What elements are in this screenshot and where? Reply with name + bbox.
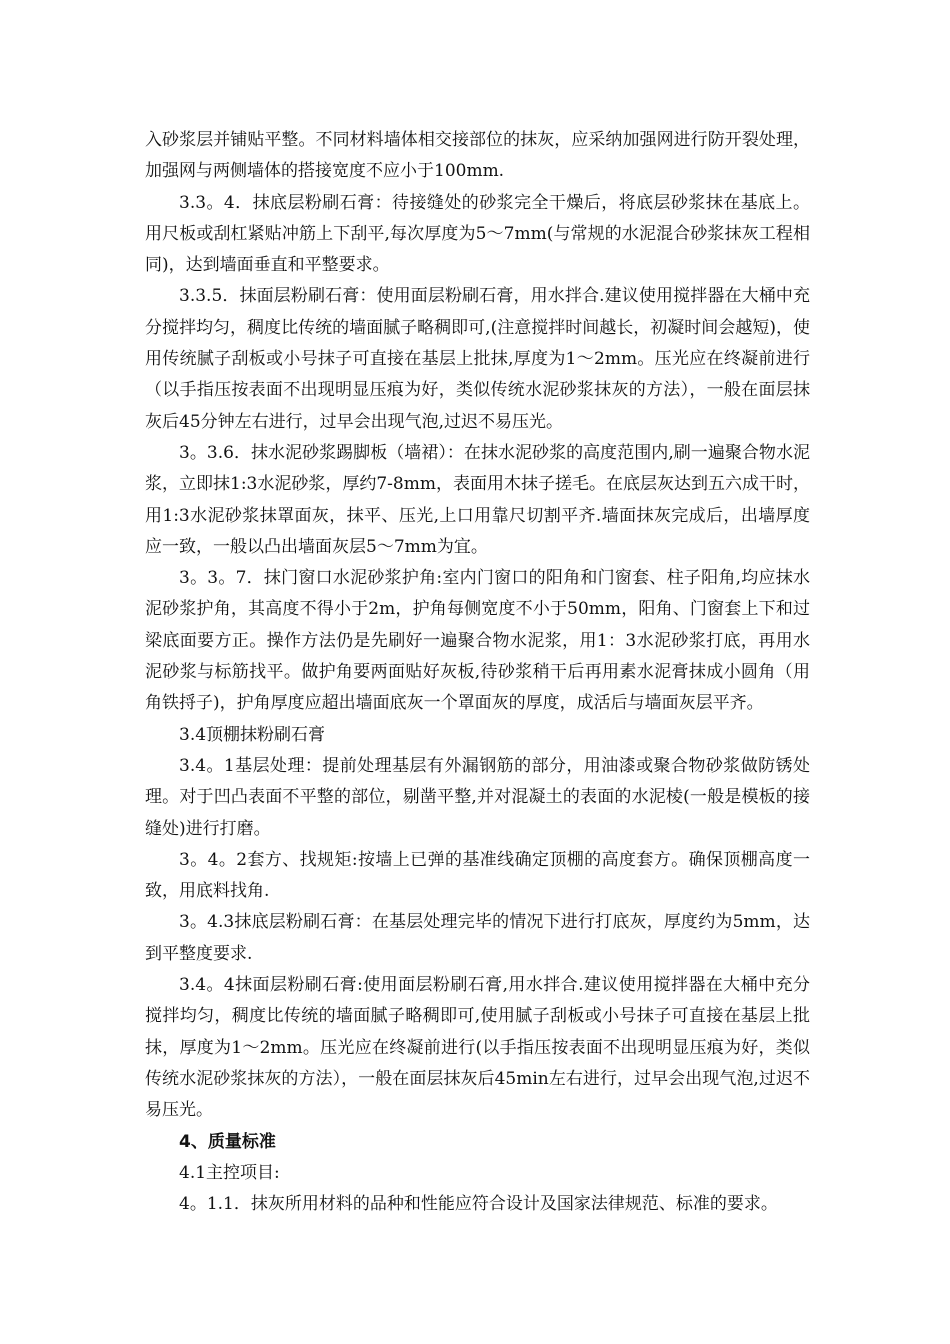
section-heading-3-4: 3.4顶棚抹粉刷石膏 [179, 724, 326, 745]
paragraph-3-4-4: 3.4。4抹面层粉刷石膏:使用面层粉刷石膏,用水拌合.建议使用搅拌器在大桶中充分搅拌均匀，稠度比传统的墙面腻子略稠即可,使用腻子刮板或小号抹子可直接在基层上批抹，厚度为1～2mm。压光应在终凝前进行(以手指压按表面不出现明显压痕为好，类似传统水泥砂浆抹灰的方法），一般在面层抹灰后45min左右进行，过早会出现气泡,过迟不易压光。 [145, 975, 810, 1121]
subheading-4-1: 4.1主控项目: [179, 1162, 280, 1183]
paragraph-3-3-7: 3。3。7．抹门窗口水泥砂浆护角:室内门窗口的阳角和门窗套、柱子阳角,均应抹水泥砂浆护角，其高度不得小于2m，护角每侧宽度不小于50mm，阳角、门窗套上下和过梁底面要方正。操作方法仍是先刷好一遍聚合物水泥浆，用1：3水泥砂浆打底，再用水泥砂浆与标筋找平。做护角要两面贴好灰板,待砂浆稍干后再用素水泥膏抹成小圆角（用角铁捋子)，护角厚度应超出墙面底灰一个罩面灰的厚度，成活后与墙面灰层平齐。 [145, 568, 810, 714]
paragraph-3-4-2: 3。4。2套方、找规矩:按墙上已弹的基准线确定顶棚的高度套方。确保顶棚高度一致，用底料找角. [145, 849, 810, 902]
document-body [145, 125, 810, 1220]
section-heading-4: 4、质量标准 [179, 1131, 276, 1152]
paragraph-3-3-4: 3.3。4．抹底层粉刷石膏：待接缝处的砂浆完全干燥后，将底层砂浆抹在基底上。用尺板或刮杠紧贴冲筋上下刮平,每次厚度为5～7mm(与常规的水泥混合砂浆抹灰工程相同)，达到墙面垂直和平整要求。 [145, 192, 810, 276]
paragraph-3-3-6: 3。3.6．抹水泥砂浆踢脚板（墙裙）：在抹水泥砂浆的高度范围内,刷一遍聚合物水泥浆，立即抹1:3水泥砂浆，厚约7-8mm，表面用木抹子搓毛。在底层灰达到五六成干时，用1:3水泥砂浆抹罩面灰，抹平、压光,上口用靠尺切割平齐.墙面抹灰完成后，出墙厚度应一致，一般以凸出墙面灰层5～7mm为宜。 [145, 442, 810, 557]
paragraph-3-4-1: 3.4。1基层处理：提前处理基层有外漏钢筋的部分，用油漆或聚合物砂浆做防锈处理。对于凹凸表面不平整的部位，剔凿平整,并对混凝土的表面的水泥棱(一般是模板的接缝处)进行打磨。 [145, 755, 810, 839]
paragraph-1: 入砂浆层并铺贴平整。不同材料墙体相交接部位的抹灰，应采纳加强网进行防开裂处理，加强网与两侧墙体的搭接宽度不应小于100mm. [145, 130, 810, 182]
paragraph-3-4-3: 3。4.3抹底层粉刷石膏：在基层处理完毕的情况下进行打底灰，厚度约为5mm，达到平整度要求. [145, 912, 810, 964]
paragraph-4-1-1: 4。1.1．抹灰所用材料的品种和性能应符合设计及国家法律规范、标准的要求。 [179, 1194, 778, 1215]
paragraph-3-3-5: 3.3.5．抹面层粉刷石膏：使用面层粉刷石膏，用水拌合.建议使用搅拌器在大桶中充分搅拌均匀，稠度比传统的墙面腻子略稠即可,(注意搅拌时间越长，初凝时间会越短)，使用传统腻子刮板或小号抹子可直接在基层上批抹,厚度为1～2mm。压光应在终凝前进行（以手指压按表面不出现明显压痕为好，类似传统水泥砂浆抹灰的方法），一般在面层抹灰后45分钟左右进行，过早会出现气泡,过迟不易压光。 [145, 286, 810, 432]
